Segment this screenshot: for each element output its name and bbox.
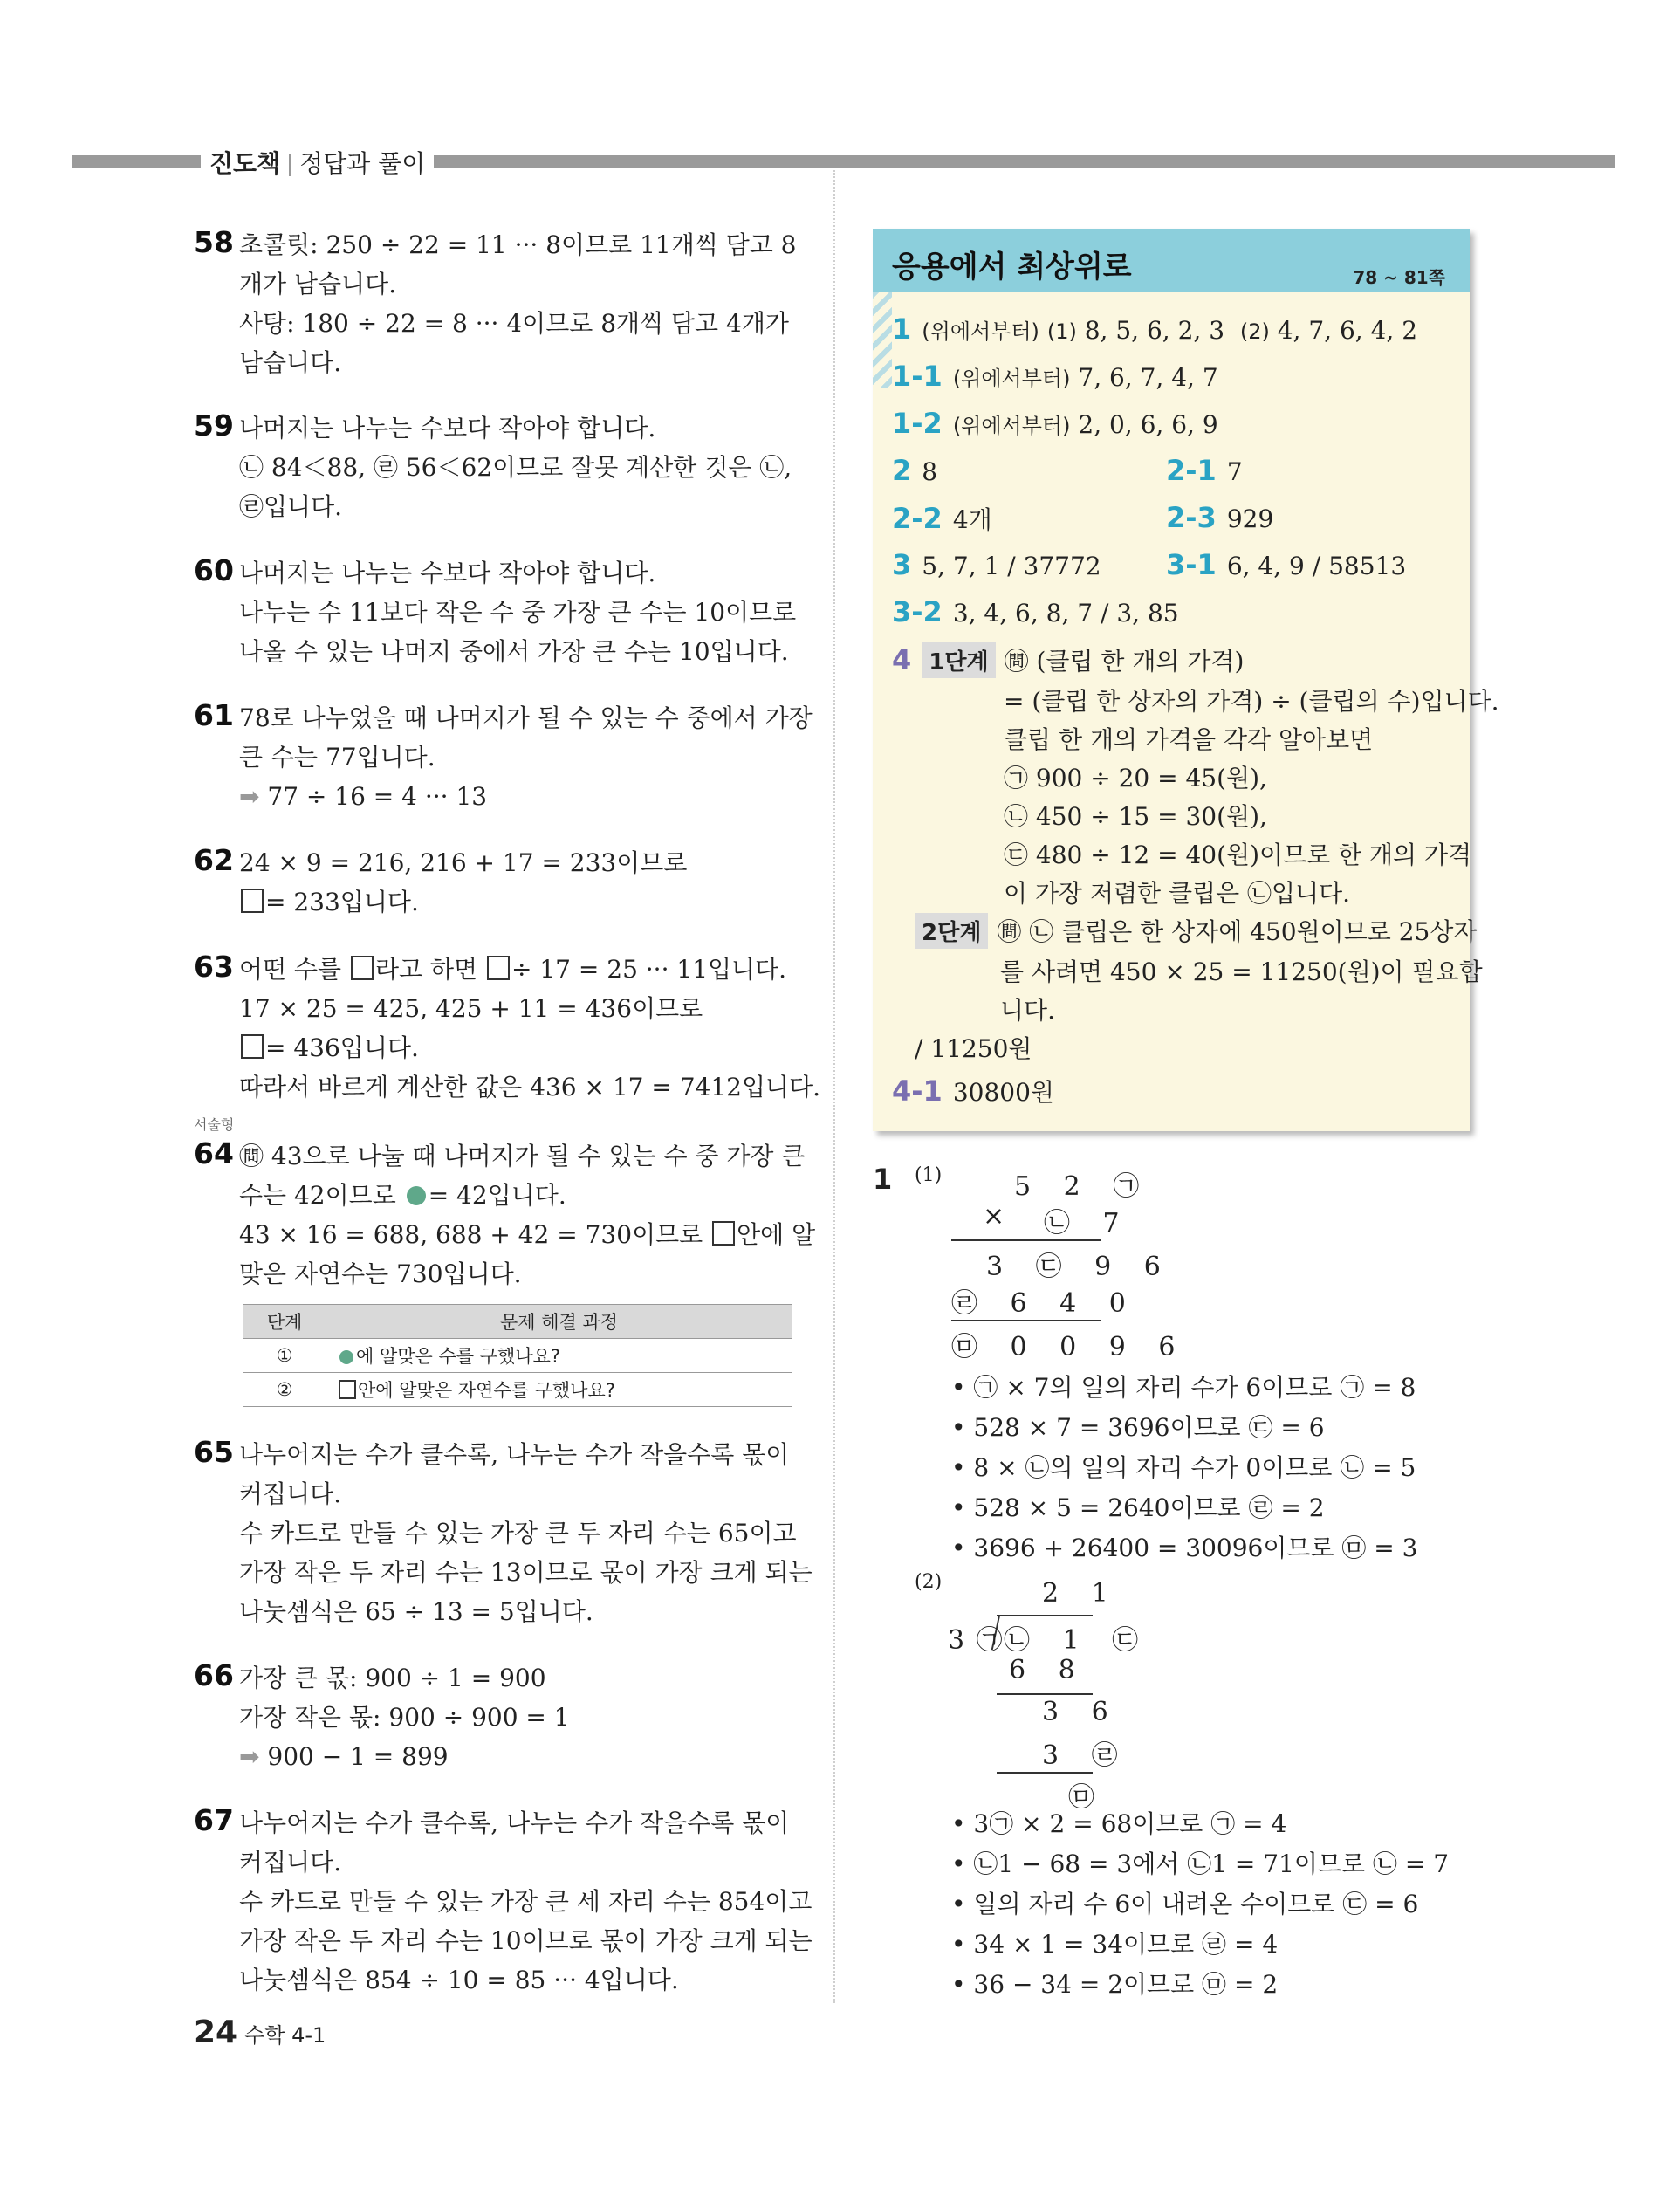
problem-result: 900 − 1 = 899 xyxy=(267,1742,449,1771)
table-cell-label: 에 알맞은 수를 구했나요? xyxy=(356,1346,561,1367)
problem-line: 수 카드로 만들 수 있는 가장 큰 두 자리 수는 65이고 xyxy=(239,1519,797,1548)
header-bar-right xyxy=(428,155,1615,168)
answer-line: ㉢ 480 ÷ 12 = 40(원)이므로 한 개의 가격 xyxy=(1004,841,1472,869)
answer-2-1 xyxy=(1166,454,1243,487)
problem-line: 나올 수 있는 나머지 중에서 가장 큰 수는 10입니다. xyxy=(239,637,789,666)
answer-line: 를 사려면 450 × 25 = 11250(원)이 필요합 xyxy=(1000,957,1483,986)
answer-3-2 xyxy=(892,595,1179,628)
problem-line: 78로 나누었을 때 나머지가 될 수 있는 수 중에서 가장 xyxy=(239,703,813,732)
answer-line: ㉄ (클립 한 개의 가격) xyxy=(1004,647,1245,676)
answer-line: = (클립 한 상자의 가격) ÷ (클립의 수)입니다. xyxy=(1004,687,1499,716)
page-footer xyxy=(194,2014,326,2050)
problem-number: 60 xyxy=(194,553,234,587)
problem-line: 17 × 25 = 425, 425 + 11 = 436이므로 xyxy=(239,994,703,1023)
solution-bullet: • 3696 + 26400 = 30096이므로 ㉤ = 3 xyxy=(951,1534,1418,1562)
division-divisor: 3 ㉠ xyxy=(948,1625,1005,1656)
answer-2-3 xyxy=(1166,501,1273,534)
answer-number: 3 xyxy=(892,548,912,581)
answer-note: (위에서부터) xyxy=(922,319,1039,344)
problem-number: 58 xyxy=(194,225,234,259)
answer-number: 4-1 xyxy=(892,1074,943,1108)
table-cell-label: 안에 알맞은 자연수를 구했나요? xyxy=(358,1380,615,1401)
table-cell-text xyxy=(326,1339,792,1373)
table-cell-step: ① xyxy=(243,1339,326,1373)
problem-line: ㉡ 84＜88, ㉣ 56＜62이므로 잘못 계산한 것은 ㉡, xyxy=(239,453,792,482)
answer-line: 니다. xyxy=(1000,996,1055,1025)
problem-line: 커집니다. xyxy=(239,1848,342,1877)
answer-number: 1-1 xyxy=(892,360,943,393)
problem-63 xyxy=(194,950,821,1107)
problem-line: 수 카드로 만들 수 있는 가장 큰 세 자리 수는 854이고 xyxy=(239,1887,813,1916)
header-section: 정답과 풀이 xyxy=(299,149,426,178)
answer-1-1 xyxy=(892,360,1218,393)
problem-61 xyxy=(194,698,813,816)
problem-line: = 233입니다. xyxy=(265,888,419,916)
solution-part-label: (2) xyxy=(915,1571,943,1593)
green-dot-icon xyxy=(339,1350,353,1364)
problem-line: 큰 수는 77입니다. xyxy=(239,743,435,772)
mult-row-5: ㉤ 0 0 9 6 xyxy=(951,1332,1188,1362)
solution-bullet: • ㉡1 − 68 = 3에서 ㉡1 = 71이므로 ㉡ = 7 xyxy=(951,1850,1450,1878)
header xyxy=(201,145,434,180)
answer-value: 8, 5, 6, 2, 3 xyxy=(1084,316,1225,345)
stage-label: 2단계 xyxy=(915,913,988,949)
header-bar-left xyxy=(72,155,202,168)
answer-value: 7 xyxy=(1226,457,1243,486)
solution-bullet: • 528 × 5 = 2640이므로 ㉣ = 2 xyxy=(951,1493,1325,1522)
mult-row-1: 5 2 ㉠ xyxy=(1014,1171,1152,1202)
answer-2-2 xyxy=(892,501,992,536)
mult-row-2: ㉡ 7 xyxy=(1044,1208,1132,1239)
mult-line xyxy=(951,1239,1101,1241)
answer-line: ㉡ 450 ÷ 15 = 30(원), xyxy=(1004,802,1267,831)
blank-box-icon xyxy=(712,1221,735,1246)
problem-line: ㉣입니다. xyxy=(239,492,343,521)
solution-bullet: • 8 × ㉡의 일의 자리 수가 0이므로 ㉡ = 5 xyxy=(951,1453,1416,1482)
problem-number: 67 xyxy=(194,1803,234,1837)
problem-line: 나눗셈식은 65 ÷ 13 = 5입니다. xyxy=(239,1597,593,1626)
problem-line: 나누어지는 수가 클수록, 나누는 수가 작을수록 몫이 xyxy=(239,1808,790,1837)
problem-text: 어떤 수를 xyxy=(239,955,342,984)
solution-part-label: (1) xyxy=(915,1164,943,1186)
blank-box-icon xyxy=(241,1034,264,1059)
answer-3 xyxy=(892,548,1101,581)
problem-text: 안에 알 xyxy=(737,1220,816,1249)
answer-line: ㉄ ㉡ 클립은 한 상자에 450원이므로 25상자 xyxy=(997,917,1478,946)
answer-value: 30800원 xyxy=(952,1078,1054,1107)
answer-box xyxy=(873,229,1499,1131)
problem-line: 초콜릿: 250 ÷ 22 = 11 ··· 8이므로 11개씩 담고 8 xyxy=(239,230,797,259)
answer-2 xyxy=(892,454,937,487)
problem-text: = 436입니다. xyxy=(265,1033,419,1062)
problem-line: 가장 작은 두 자리 수는 10이므로 몫이 가장 크게 되는 xyxy=(239,1926,813,1955)
solution-bullet: • 34 × 1 = 34이므로 ㉣ = 4 xyxy=(951,1930,1279,1959)
answer-value: 7, 6, 7, 4, 7 xyxy=(1078,363,1218,392)
table-row xyxy=(243,1339,792,1373)
answer-part: (2) xyxy=(1239,319,1270,344)
arrow-icon: ➡ xyxy=(239,1742,260,1771)
answer-4 xyxy=(892,642,1244,678)
division-bar xyxy=(997,1615,1093,1616)
problem-number: 65 xyxy=(194,1435,234,1469)
problem-58 xyxy=(194,225,796,382)
problem-59 xyxy=(194,408,796,526)
answer-value: 3, 4, 6, 8, 7 / 3, 85 xyxy=(952,599,1179,628)
blank-box-icon xyxy=(241,889,264,913)
problem-line: 개가 남습니다. xyxy=(239,270,397,299)
problem-text: = 42입니다. xyxy=(428,1181,566,1210)
blank-box-icon xyxy=(351,956,374,980)
answer-number: 2-3 xyxy=(1166,501,1217,534)
stripe-decoration xyxy=(873,292,892,388)
division-remainder: ㉤ xyxy=(1068,1782,1107,1813)
problem-line: 가장 작은 두 자리 수는 13이므로 몫이 가장 크게 되는 xyxy=(239,1558,813,1587)
division-step-2: 3 6 xyxy=(1042,1697,1121,1727)
answer-note: (위에서부터) xyxy=(952,414,1071,438)
answer-number: 1 xyxy=(892,312,912,346)
division-line xyxy=(997,1772,1093,1774)
division-step-1: 6 8 xyxy=(1009,1655,1087,1685)
answer-stage-2 xyxy=(915,913,1477,949)
table-header: 문제 해결 과정 xyxy=(326,1305,792,1339)
answer-number: 4 xyxy=(892,643,912,676)
problem-67 xyxy=(194,1803,813,2000)
header-separator xyxy=(289,154,291,176)
problem-60 xyxy=(194,553,796,671)
blank-box-icon xyxy=(487,956,510,980)
problem-65 xyxy=(194,1435,813,1631)
stage-label: 1단계 xyxy=(922,642,995,678)
column-divider xyxy=(833,170,835,2003)
answer-part: (1) xyxy=(1046,319,1077,344)
problem-62 xyxy=(194,843,796,922)
table-row xyxy=(243,1373,792,1407)
problem-text: 43 × 16 = 688, 688 + 42 = 730이므로 xyxy=(239,1220,703,1249)
answer-final: / 11250원 xyxy=(915,1034,1032,1063)
mult-sign: × xyxy=(983,1201,1018,1232)
problem-line: 사탕: 180 ÷ 22 = 8 ··· 4이므로 8개씩 담고 4개가 xyxy=(239,309,789,338)
answer-line: ㉠ 900 ÷ 20 = 45(원), xyxy=(1004,764,1267,793)
answer-3-1 xyxy=(1166,548,1406,581)
answer-value: 929 xyxy=(1226,504,1274,533)
problem-number: 59 xyxy=(194,408,234,443)
blank-box-icon xyxy=(339,1380,356,1399)
solution-bullet: • 일의 자리 수 6이 내려온 수이므로 ㉢ = 6 xyxy=(951,1890,1419,1918)
problem-line: 나눗셈식은 854 ÷ 10 = 85 ··· 4입니다. xyxy=(239,1966,679,1994)
page-number: 24 xyxy=(194,2014,238,2050)
problem-line: 가장 큰 몫: 900 ÷ 1 = 900 xyxy=(239,1664,546,1692)
answer-number: 3-1 xyxy=(1166,548,1217,581)
answer-number: 2-2 xyxy=(892,502,943,535)
answer-value: 8 xyxy=(922,457,938,486)
answer-line: 이 가장 저렴한 클립은 ㉡입니다. xyxy=(1004,879,1351,908)
answer-box-title: 응용에서 최상위로 xyxy=(892,250,1132,285)
problem-line: 나누어지는 수가 클수록, 나누는 수가 작을수록 몫이 xyxy=(239,1440,790,1469)
problem-text: 라고 하면 xyxy=(375,955,478,984)
problem-line: 따라서 바르게 계산한 값은 436 × 17 = 7412입니다. xyxy=(239,1073,821,1102)
division-quotient: 2 1 xyxy=(1042,1578,1121,1609)
answer-value: 2, 0, 6, 6, 9 xyxy=(1078,410,1218,439)
solution-bullet: • 528 × 7 = 3696이므로 ㉢ = 6 xyxy=(951,1413,1325,1442)
answer-number: 3-2 xyxy=(892,595,943,628)
problem-tag: 서술형 xyxy=(194,1116,235,1133)
answer-line: 클립 한 개의 가격을 각각 알아보면 xyxy=(1004,725,1374,754)
problem-line: 커집니다. xyxy=(239,1479,342,1508)
answer-value: 5, 7, 1 / 37772 xyxy=(922,552,1101,580)
problem-66 xyxy=(194,1658,796,1776)
page-range: 78 ~ 81쪽 xyxy=(1353,267,1445,288)
grading-table xyxy=(243,1304,792,1407)
problem-number: 61 xyxy=(194,698,234,732)
mult-row-4: ㉣ 6 4 0 xyxy=(951,1288,1138,1319)
problem-line: 가장 작은 몫: 900 ÷ 900 = 1 xyxy=(239,1703,570,1732)
table-cell-step: ② xyxy=(243,1373,326,1407)
answer-value: 4, 7, 6, 4, 2 xyxy=(1277,316,1418,345)
green-dot-icon xyxy=(407,1186,426,1205)
answer-box-header xyxy=(873,229,1470,292)
problem-number: 66 xyxy=(194,1658,234,1692)
answer-number: 2-1 xyxy=(1166,454,1217,487)
table-cell-text xyxy=(326,1373,792,1407)
answer-1 xyxy=(892,312,1417,346)
answer-value: 4개 xyxy=(952,505,992,534)
problem-line: 나누는 수 11보다 작은 수 중 가장 큰 수는 10이므로 xyxy=(239,598,797,627)
answer-note: (위에서부터) xyxy=(952,367,1071,391)
problem-line: 나머지는 나누는 수보다 작아야 합니다. xyxy=(239,559,656,587)
solution-bullet: • 36 − 34 = 2이므로 ㉤ = 2 xyxy=(951,1970,1279,1999)
problem-line: 남습니다. xyxy=(239,348,342,377)
answer-number: 1-2 xyxy=(892,407,943,440)
table-header: 단계 xyxy=(243,1305,326,1339)
division-step-3: 3 ㉣ xyxy=(1042,1740,1130,1771)
answer-value: 6, 4, 9 / 58513 xyxy=(1226,552,1407,580)
problem-text: ÷ 17 = 25 ··· 11입니다. xyxy=(511,955,787,984)
answer-4-1 xyxy=(892,1074,1054,1108)
solution-bullet: • ㉠ × 7의 일의 자리 수가 6이므로 ㉠ = 8 xyxy=(951,1373,1416,1402)
division-dividend: ㉡ 1 ㉢ xyxy=(1004,1625,1151,1656)
answer-1-2 xyxy=(892,407,1218,440)
problem-line: ㉄ 43으로 나눌 때 나머지가 될 수 있는 수 중 가장 큰 xyxy=(239,1142,806,1170)
problem-result: 77 ÷ 16 = 4 ··· 13 xyxy=(267,782,488,811)
mult-row-3: 3 ㉢ 9 6 xyxy=(986,1252,1173,1282)
problem-number: 63 xyxy=(194,950,234,984)
problem-text: 수는 42이므로 xyxy=(239,1181,396,1210)
book-title: 수학 4-1 xyxy=(244,2023,326,2048)
problem-number: 62 xyxy=(194,843,234,877)
problem-line: 나머지는 나누는 수보다 작아야 합니다. xyxy=(239,414,656,443)
division-line xyxy=(997,1693,1093,1695)
problem-number: 64 xyxy=(194,1136,234,1170)
problem-line: 24 × 9 = 216, 216 + 17 = 233이므로 xyxy=(239,848,688,877)
problem-line: 맞은 자연수는 730입니다. xyxy=(239,1259,522,1288)
arrow-icon: ➡ xyxy=(239,782,260,811)
problem-64 xyxy=(194,1116,816,1294)
solution-number: 1 xyxy=(873,1163,893,1196)
header-brand: 진도책 xyxy=(209,149,281,178)
solution-bullet: • 3㉠ × 2 = 68이므로 ㉠ = 4 xyxy=(951,1809,1287,1838)
mult-line xyxy=(951,1320,1101,1321)
answer-number: 2 xyxy=(892,454,912,487)
